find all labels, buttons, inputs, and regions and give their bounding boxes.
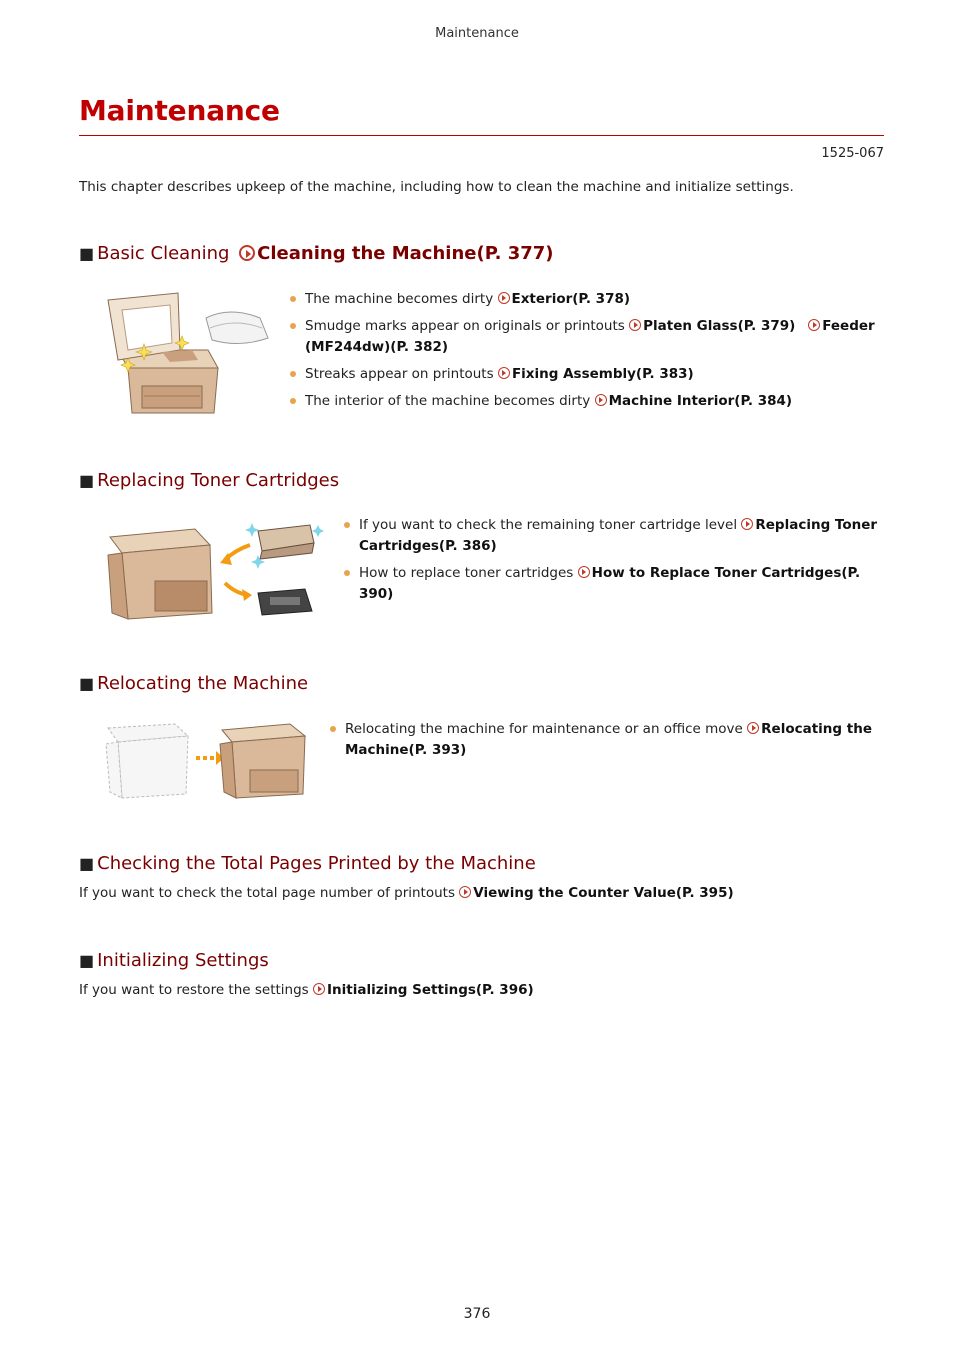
section-title: Basic Cleaning <box>97 243 230 264</box>
section-heading-basic-cleaning <box>79 243 554 264</box>
link-fixing-assembly[interactable]: Fixing Assembly(P. 383) <box>511 366 694 382</box>
list-item: The interior of the machine becomes dirty Machine Interior(P. 384) <box>288 391 878 412</box>
initializing-line: If you want to restore the settings Initializing Settings(P. 396) <box>79 982 534 998</box>
circle-arrow-icon <box>629 319 641 331</box>
link-cleaning-the-machine[interactable]: Cleaning the Machine(P. 377) <box>257 243 554 264</box>
relocation-list <box>328 719 888 767</box>
section-title: Replacing Toner Cartridges <box>97 470 340 491</box>
section-marker-icon: ■ <box>79 674 95 693</box>
link-platen-glass[interactable]: Platen Glass(P. 379) <box>643 318 796 334</box>
link-initializing-settings[interactable]: Initializing Settings(P. 396) <box>327 982 534 998</box>
circle-arrow-icon <box>313 983 325 995</box>
page-number: 376 <box>463 1306 491 1322</box>
toner-list <box>342 515 892 611</box>
section-title: Relocating the Machine <box>97 673 309 694</box>
link-viewing-counter-value[interactable]: Viewing the Counter Value(P. 395) <box>473 885 734 901</box>
relocation-illustration <box>100 718 315 803</box>
list-item: Streaks appear on printouts Fixing Assembly(P. 383) <box>288 364 878 385</box>
section-heading-relocating <box>79 673 308 694</box>
link-how-to-replace-toner[interactable]: How to Replace Toner Cartridges(P. 390) <box>359 565 861 602</box>
cleaning-illustration <box>100 288 275 418</box>
chapter-intro: This chapter describes upkeep of the machine, including how to clean the machine and initialize settings. <box>79 179 794 195</box>
list-item: Smudge marks appear on originals or printouts Platen Glass(P. 379) Feeder (MF244dw)(P. 382) <box>288 316 878 358</box>
list-item: The machine becomes dirty Exterior(P. 378) <box>288 289 878 310</box>
page-title: Maintenance <box>79 94 280 127</box>
circle-arrow-icon <box>595 394 607 406</box>
link-replacing-toner-cartridges[interactable]: Replacing Toner Cartridges(P. 386) <box>359 517 878 554</box>
section-marker-icon: ■ <box>79 854 95 873</box>
section-marker-icon: ■ <box>79 471 95 490</box>
list-item: How to replace toner cartridges How to Replace Toner Cartridges(P. 390) <box>342 563 892 605</box>
link-feeder[interactable]: Feeder (MF244dw)(P. 382) <box>305 318 875 355</box>
counter-value-line: If you want to check the total page number of printouts Viewing the Counter Value(P. 395) <box>79 885 734 901</box>
section-title: Initializing Settings <box>97 950 269 971</box>
section-marker-icon: ■ <box>79 244 95 263</box>
section-heading-replacing-toner <box>79 470 339 491</box>
running-header: Maintenance <box>435 26 519 41</box>
toner-replacement-illustration <box>100 515 330 625</box>
section-heading-total-pages <box>79 853 536 874</box>
section-heading-initializing <box>79 950 269 971</box>
link-relocating-the-machine[interactable]: Relocating the Machine(P. 393) <box>345 721 872 758</box>
list-item: Relocating the machine for maintenance or an office move Relocating the Machine(P. 393) <box>328 719 888 761</box>
circle-arrow-icon <box>747 722 759 734</box>
circle-arrow-icon <box>741 518 753 530</box>
link-exterior[interactable]: Exterior(P. 378) <box>511 291 631 307</box>
document-id: 1525-067 <box>821 146 884 161</box>
circle-arrow-icon <box>459 886 471 898</box>
circle-arrow-icon <box>578 566 590 578</box>
circle-arrow-icon <box>239 245 255 261</box>
link-machine-interior[interactable]: Machine Interior(P. 384) <box>608 393 793 409</box>
section-title: Checking the Total Pages Printed by the Machine <box>97 853 536 874</box>
basic-cleaning-list <box>288 289 878 418</box>
circle-arrow-icon <box>498 367 510 379</box>
list-item: If you want to check the remaining toner cartridge level Replacing Toner Cartridges(P. 386) <box>342 515 892 557</box>
title-rule <box>79 135 884 136</box>
circle-arrow-icon <box>498 292 510 304</box>
circle-arrow-icon <box>808 319 820 331</box>
section-marker-icon: ■ <box>79 951 95 970</box>
